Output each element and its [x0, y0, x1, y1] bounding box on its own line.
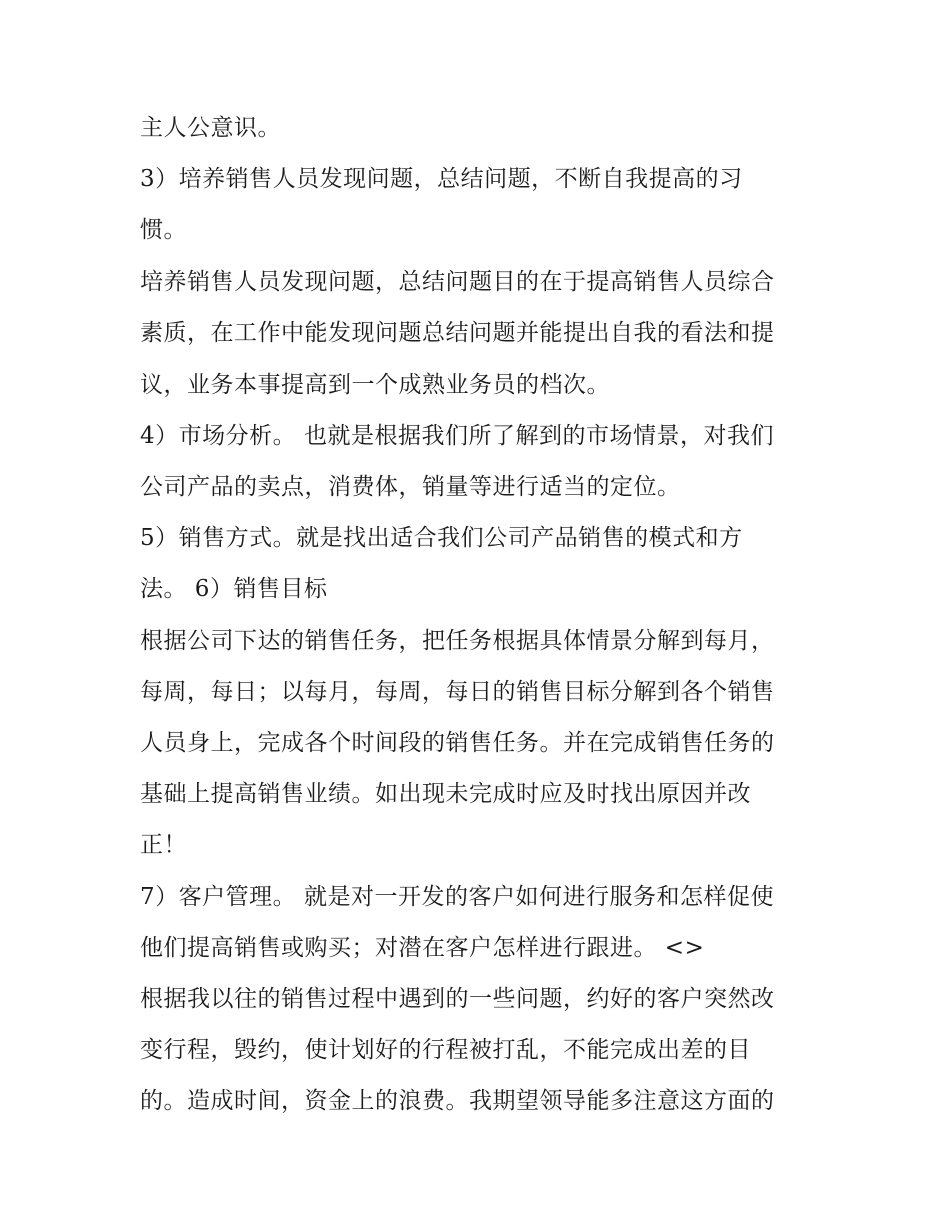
text-line: 基础上提高销售业绩。如出现未完成时应及时找出原因并改 — [140, 781, 751, 807]
text-line: 主人公意识。 — [140, 115, 281, 141]
text-line: 变行程，毁约，使计划好的行程被打乱，不能完成出差的目 — [140, 1037, 751, 1063]
text-line: 素质，在工作中能发现问题总结问题并能提出自我的看法和提 — [140, 320, 775, 346]
text-line: 公司产品的卖点，消费体，销量等进行适当的定位。 — [140, 474, 681, 500]
text-line: 他们提高销售或购买；对潜在客户怎样进行跟进。 <> — [140, 935, 705, 961]
text-line: 3）培养销售人员发现问题，总结问题，不断自我提高的习 — [140, 166, 743, 192]
text-line: 培养销售人员发现问题，总结问题目的在于提高销售人员综合 — [140, 269, 775, 295]
text-line: 法。 6）销售目标 — [140, 576, 328, 602]
text-line: 议，业务本事提高到一个成熟业务员的档次。 — [140, 372, 610, 398]
text-line: 人员身上，完成各个时间段的销售任务。并在完成销售任务的 — [140, 730, 775, 756]
text-line: 4）市场分析。 也就是根据我们所了解到的市场情景，对我们 — [140, 423, 774, 449]
text-line: 根据公司下达的销售任务，把任务根据具体情景分解到每月， — [140, 628, 775, 654]
text-line: 7）客户管理。 就是对一开发的客户如何进行服务和怎样促使 — [140, 884, 774, 910]
text-line: 5）销售方式。就是找出适合我们公司产品销售的模式和方 — [140, 525, 743, 551]
text-line: 的。造成时间，资金上的浪费。我期望领导能多注意这方面的 — [140, 1088, 775, 1114]
text-line: 根据我以往的销售过程中遇到的一些问题，约好的客户突然改 — [140, 986, 775, 1012]
text-line: 正！ — [140, 832, 187, 858]
text-line: 每周，每日；以每月，每周，每日的销售目标分解到各个销售 — [140, 679, 775, 705]
text-line: 惯。 — [140, 217, 187, 243]
